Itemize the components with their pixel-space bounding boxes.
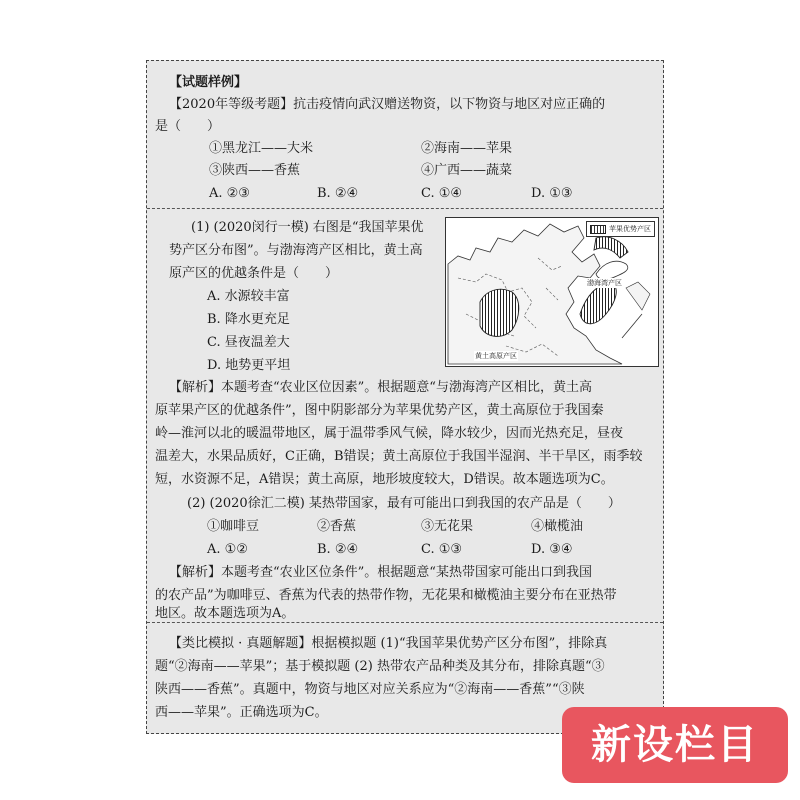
q2-analysis: 【解析】本题考查“农业区位条件”。根据题意“某热带国家可能出口到我国 <box>169 565 592 580</box>
q1-option-d: D. 地势更平坦 <box>207 358 291 373</box>
q2-choice-c: C. ①③ <box>421 542 463 557</box>
summary-text-cont: 陕西——香蕉”。真题中，物资与地区对应关系应为“②海南——香蕉”“③陕 <box>155 682 585 697</box>
bohai-region-label: 渤海湾产区 <box>587 279 622 287</box>
q2-analysis-cont: 地区。故本题选项为A。 <box>155 606 295 621</box>
q1-analysis-cont: 岭—淮河以北的暖温带地区，属于温带季风气候，降水较少，因而光热充足，昼夜 <box>155 426 624 441</box>
summary-text-cont: 题“②海南——苹果”；基于模拟题 (2) 热带农产品种类及其分布，排除真题“③ <box>155 659 605 674</box>
choice-b: B. ②④ <box>317 186 359 201</box>
option-2: ②海南——苹果 <box>421 141 513 156</box>
choice-c: C. ①④ <box>421 186 463 201</box>
q2-option-2: ②香蕉 <box>317 519 357 534</box>
q1-analysis: 【解析】本题考查“农业区位因素”。根据题意“与渤海湾产区相比，黄土高 <box>169 380 592 395</box>
option-4: ④广西——蔬菜 <box>421 163 513 178</box>
sample-question-section <box>147 61 663 209</box>
option-1: ①黑龙江——大米 <box>209 141 314 156</box>
summary-text: 【类比模拟 · 真题解题】根据模拟题 (1)“我国苹果优势产区分布图”，排除真 <box>169 636 608 651</box>
q2-stem: (2) (2020徐汇二模) 某热带国家，最有可能出口到我国的农产品是（ ） <box>187 496 621 511</box>
q1-stem-cont2: 原产区的优越条件是（ ） <box>169 266 339 281</box>
choice-d: D. ①③ <box>531 186 573 201</box>
option-3: ③陕西——香蕉 <box>209 163 301 178</box>
q1-option-b: B. 降水更充足 <box>207 312 290 327</box>
loess-region-label: 黄土高原产区 <box>475 352 517 360</box>
apple-region-map <box>445 217 659 367</box>
q1-stem-cont: 势产区分布图”。与渤海湾产区相比，黄土高 <box>169 243 423 258</box>
q2-analysis-cont: 的农产品”为咖啡豆、香蕉为代表的热带作物，无花果和橄榄油主要分布在亚热带 <box>155 588 617 603</box>
q1-analysis-cont: 原苹果产区的优越条件”，图中阴影部分为苹果优势产区，黄土高原位于我国秦 <box>155 403 604 418</box>
q2-choice-a: A. ①② <box>207 542 248 557</box>
summary-text-cont: 西——苹果”。正确选项为C。 <box>155 705 328 720</box>
question-panel <box>146 60 664 734</box>
q1-analysis-cont: 温差大，水果品质好，C正确，B错误；黄土高原位于我国半湿润、半干旱区，雨季较 <box>155 449 643 464</box>
q2-choice-d: D. ③④ <box>531 542 573 557</box>
hatch-swatch-icon <box>590 225 606 234</box>
section-heading: 【试题样例】 <box>169 75 248 90</box>
question-stem-cont: 是（ ） <box>155 119 221 134</box>
q1-stem: (1) (2020闵行一模) 右图是“我国苹果优 <box>191 220 424 235</box>
map-legend <box>586 221 655 237</box>
simulated-questions-section <box>147 209 663 623</box>
q2-option-1: ①咖啡豆 <box>207 519 260 534</box>
q2-option-4: ④橄榄油 <box>531 519 584 534</box>
q1-option-c: C. 昼夜温差大 <box>207 335 290 350</box>
question-stem: 【2020年等级考题】抗击疫情向武汉赠送物资，以下物资与地区对应正确的 <box>169 97 606 112</box>
legend-label: 苹果优势产区 <box>609 225 651 233</box>
q1-option-a: A. 水源较丰富 <box>207 289 290 304</box>
choice-a: A. ②③ <box>209 186 250 201</box>
map-outline-graphic <box>446 218 658 366</box>
q2-choice-b: B. ②④ <box>317 542 359 557</box>
q1-analysis-cont: 短，水资源不足，A错误；黄土高原，地形坡度较大，D错误。故本题选项为C。 <box>155 472 614 487</box>
q2-option-3: ③无花果 <box>421 519 474 534</box>
new-column-badge: 新设栏目 <box>562 707 788 783</box>
